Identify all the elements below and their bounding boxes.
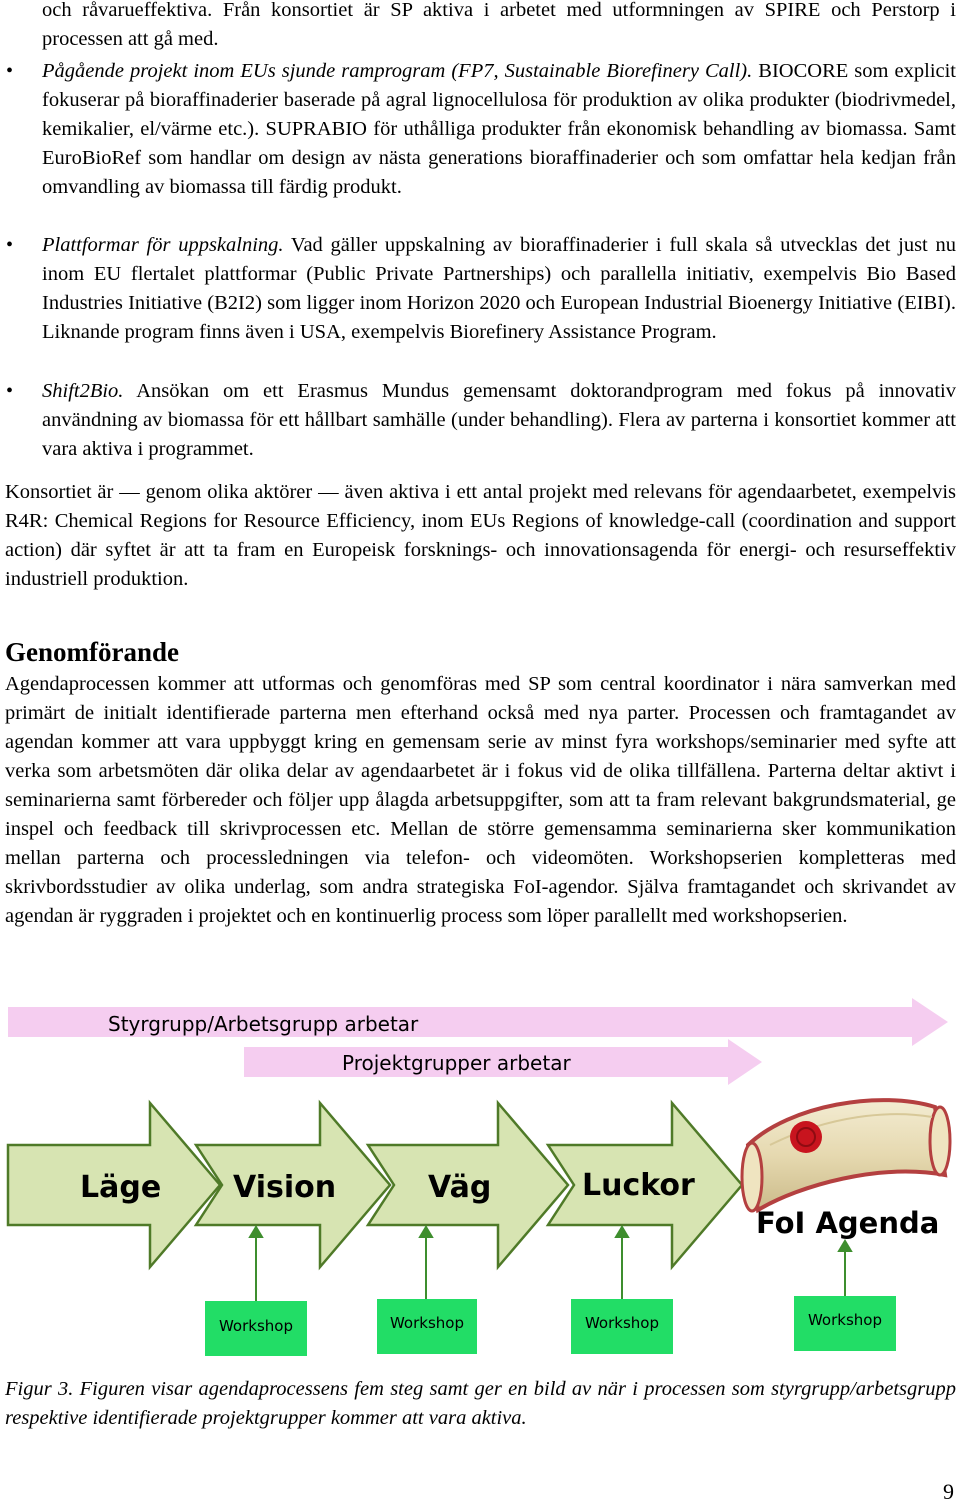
workshop-label-2: Workshop [389,1314,465,1332]
bullet-dot-icon: • [6,234,14,256]
step-lage-label: Läge [80,1170,162,1205]
bullet-title-fp7: Pågående projekt inom EUs sjunde ramprogram (FP7, Sustainable Biorefinery Call). [42,60,753,82]
scroll-icon [742,1100,950,1211]
project-groups-arrow [244,1039,762,1085]
bullet-continuation-text: och råvarueffektiva. Från konsortiet är SP aktiva i arbetet med utformningen av SPIRE och Perstorp i processen att gå med. [42,0,956,50]
project-groups-arrow-label: Projektgrupper arbetar [342,1051,571,1075]
paragraph-konsortiet: Konsortiet är — genom olika aktörer — även aktiva i ett antal projekt med relevans för agendaarbetet, exempelvis R4R: Chemical Regions for Resource Efficiency, inom EUs Regions of knowledge-call (coordination and support action) där syftet är att ta fram en Europeisk forsknings- och innovationsagenda för energi- och resurseffektiv industriell produktion. [5,481,956,590]
bullet-dot-icon: • [6,60,14,82]
figure-caption: Figur 3. Figuren visar agendaprocessens fem steg samt ger en bild av när i processen som styrgrupp/arbetsgrupp respektive identifierade projektgrupper kommer att vara aktiva. [5,1378,956,1429]
steering-group-arrow-label: Styrgrupp/Arbetsgrupp arbetar [108,1012,419,1036]
bullet-item-shift2bio [6,377,957,464]
bullet-text-shift2bio: Ansökan om ett Erasmus Mundus gemensamt doktorandprogram med fokus på innovativ användning av biomassa för ett hållbart samhälle (under behandling). Flera av parterna i konsortiet kommer att vara aktiva i programmet. [42,380,957,460]
paragraph-agendaprocessen: Agendaprocessen kommer att utformas och genomföras med SP som central koordinator i nära samverkan med primärt de initialt identifierade parterna men efterhand också med nya parter. Processen och framtagandet av agendan kommer att vara uppbyggt kring en gemensam serie av minst fyra workshops/seminarier med syfte att verka som arbetsmöten där olika delar av agendaarbetet är i fokus vid de olika tillfällena. Parterna deltar aktivt i seminarierna samt förbereder och följer upp ålagda arbetsuppgifter, som att ta fram relevant bakgrundsmaterial, ge inspel och feedback till skrivprocessen etc. Mellan de större gemensamma seminarierna sker kommunikation mellan parterna och processledningen via telefon- och videomöten. Workshopserien kompletteras med skrivbordsstudier av olika underlag, som andra strategiska FoI-agendor. Själva framtagandet och skrivandet av agendan är ryggraden i projektet och en kontinuerlig process som löper parallellt med workshopserien. [5,673,956,927]
step-luckor-label: Luckor [582,1168,695,1203]
workshop-box-4 [794,1296,896,1351]
bullet-item-plattformar [6,231,956,347]
bullet-continuation [42,0,956,54]
page-number: 9 [943,1479,954,1504]
bullet-text-fp7: BIOCORE som explicit fokuserar på bioraffinaderier baserade på agral lignocellulosa för produktion av olika produkter (biodrivmedel, kemikalier, el/värme etc.). SUPRABIO för uthålliga produkter från ekonomisk behandling av biomassa. Samt EuroBioRef som handlar om design av nästa generations bioraffinaderier och som omfattar hela kedjan från omvandling av biomassa till färdig produkt. [42,60,957,198]
foi-agenda-label: FoI Agenda [756,1206,940,1240]
step-vag [368,1103,568,1267]
workshop-label-4: Workshop [807,1311,883,1329]
workshop-box-3 [571,1299,673,1354]
workshop-label-3: Workshop [584,1314,660,1332]
bullet-text-plattformar: Vad gäller uppskalning av bioraffinaderier i full skala så utvecklas det just nu inom EU flertalet plattformar (Public Private Partnerships) och parallella initiativ, exempelvis Bio Based Industries Initiative (B2I2) som ligger inom Horizon 2020 och European Industrial Bioenergy Initiative (EIBI). Liknande program finns även i USA, exempelvis Biorefinery Assistance Program. [42,234,956,343]
bullet-title-plattformar: Plattformar för uppskalning. [42,234,284,256]
bullet-title-shift2bio: Shift2Bio. [42,380,124,402]
process-figure [0,995,960,1365]
bullet-item-fp7 [6,57,957,202]
steering-group-arrow [8,998,948,1046]
wax-seal-icon [790,1121,822,1153]
workshop-box-1 [205,1301,307,1356]
bullet-dot-icon: • [6,380,14,402]
step-vision [196,1103,390,1267]
step-vag-label: Väg [428,1170,492,1205]
step-luckor [548,1103,742,1267]
workshop-box-2 [377,1299,477,1354]
section-heading: Genomförande [5,637,179,667]
step-lage [8,1103,220,1267]
step-vision-label: Vision [233,1170,337,1205]
workshop-label-1: Workshop [218,1317,294,1335]
